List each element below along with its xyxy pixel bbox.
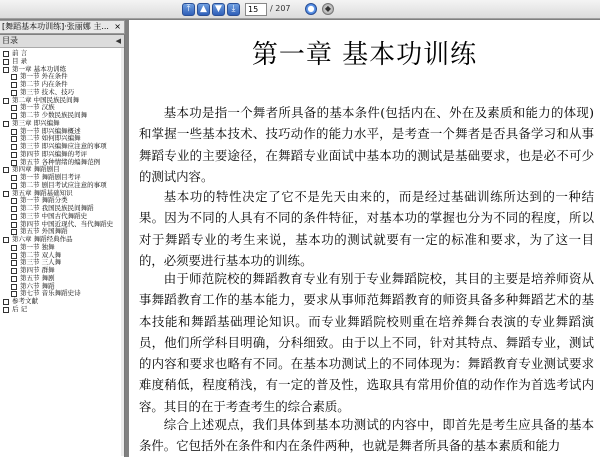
prev-page-button[interactable]: ▲ — [197, 3, 210, 16]
bookmark-icon[interactable] — [3, 299, 9, 305]
toc-item-label: 第三节 技术、技巧 — [20, 87, 75, 96]
toc-item[interactable] — [0, 236, 124, 244]
bookmark-icon[interactable] — [11, 253, 17, 259]
toc-item-label: 第一节 舞蹈剧目考评 — [20, 173, 81, 181]
toc-item-label: 第一章 基本功训练 — [12, 64, 67, 73]
collapse-sidebar-icon[interactable]: ◀ — [115, 37, 121, 45]
toc-item-label: 第四节 即兴编舞的考评 — [20, 149, 88, 158]
bookmark-icon[interactable] — [11, 90, 17, 96]
toc-item-label: 第一节 舞蹈分类 — [20, 196, 68, 205]
toc-item-label: 第六章 舞蹈经典作品 — [12, 235, 73, 243]
next-page-button[interactable]: ▼ — [212, 3, 225, 16]
toc-item-label: 第五章 舞蹈基础知识 — [12, 188, 73, 197]
toc-item-label: 第四节 中国近现代、当代舞蹈史 — [20, 219, 114, 228]
bookmark-icon[interactable] — [11, 152, 17, 158]
bookmark-icon[interactable] — [11, 175, 17, 181]
toc-item-label: 第二节 剧目考试应注意的事项 — [20, 180, 107, 189]
body-paragraph: 综合上述观点，我们具体到基本功测试的内容中，即首先是考生应具备的基本条件。它包括外在条件和内在条件两种，也就是舞者所具备的基本素质和能力 — [139, 417, 594, 454]
bookmark-icon[interactable] — [11, 105, 17, 111]
sidebar-header — [0, 35, 124, 48]
bookmark-icon[interactable] — [11, 222, 17, 228]
chapter-title: 第一章 基本功训练 — [251, 40, 478, 70]
toc-item-label: 第三节 即兴编舞应注意的事项 — [20, 142, 107, 150]
body-paragraph: 基本功是指一个舞者所具备的基本条件(包括内在、外在及素质和能力的体现)和掌握一些基本技术、技巧动作的能力水平，是考查一个舞者是否具备学习和从事舞蹈专业的主要途径，在舞蹈专业面试中基本功的测试是基础要求，也是必不可少的测试内容。 — [139, 105, 594, 184]
document-tab-title: [舞蹈基本功训练]·张丽娜 主... — [2, 22, 109, 31]
sidebar-title: 目录 — [2, 36, 18, 45]
toc-item[interactable] — [0, 259, 124, 267]
bookmark-icon[interactable] — [11, 276, 17, 282]
document-page — [129, 20, 600, 457]
bookmark-icon[interactable] — [3, 191, 9, 197]
toc-item-label: 第一节 外在条件 — [20, 72, 68, 81]
toc-item[interactable] — [0, 252, 124, 260]
toc-item-label: 第一节 汉族 — [20, 103, 55, 112]
toc-item-label: 第四章 舞蹈剧目 — [12, 165, 60, 174]
bookmark-icon[interactable] — [11, 82, 17, 88]
close-tab-icon[interactable]: × — [114, 22, 121, 31]
toc-item[interactable] — [0, 275, 124, 283]
toc-item-label: 第二节 双人舞 — [20, 250, 62, 259]
toc-item-label: 第一节 独舞 — [20, 242, 55, 251]
toc-item-label: 第七节 音乐舞蹈史诗 — [20, 289, 81, 298]
navigate-icon[interactable]: ◆ — [322, 3, 334, 15]
toc-item-label: 第五节 外国舞蹈 — [20, 227, 68, 236]
toc-item-label: 第二节 内在条件 — [20, 80, 68, 88]
bookmark-icon[interactable] — [3, 237, 9, 243]
bookmark-icon[interactable] — [3, 67, 9, 73]
toc-item-label: 第三章 即兴编舞 — [12, 118, 60, 127]
bookmark-icon[interactable] — [11, 129, 17, 135]
page-number-input[interactable]: 15 — [245, 3, 267, 16]
bookmark-icon[interactable] — [11, 214, 17, 220]
bookmark-icon[interactable] — [11, 268, 17, 274]
first-page-button[interactable]: ⤒ — [182, 3, 195, 16]
bookmark-icon[interactable] — [11, 183, 17, 189]
toc-item-label: 第二章 中国民族民间舞 — [12, 95, 80, 104]
bookmark-icon[interactable] — [11, 198, 17, 204]
toc-item-label: 第一节 即兴编舞概述 — [20, 126, 81, 135]
bookmark-icon[interactable] — [3, 167, 9, 173]
toc-item-label: 第六节 舞蹈 — [20, 281, 55, 290]
bookmark-icon[interactable] — [11, 260, 17, 266]
document-view[interactable] — [126, 20, 600, 457]
bookmark-icon[interactable] — [11, 144, 17, 150]
bookmark-icon[interactable] — [11, 245, 17, 251]
toc-item-label: 后 记 — [12, 304, 28, 313]
toc-item-label: 第二节 我国民族民间舞蹈 — [20, 204, 94, 212]
toc-item-label: 目 录 — [12, 56, 28, 65]
toc-item-label: 第二节 如何即兴编舞 — [20, 134, 81, 143]
bookmark-icon[interactable] — [3, 121, 9, 127]
table-of-contents — [0, 48, 124, 314]
toc-item-label: 第三节 中国古代舞蹈史 — [20, 211, 88, 220]
bookmark-icon[interactable] — [3, 59, 9, 65]
toc-item-label: 第五节 舞剧 — [20, 273, 55, 282]
go-icon[interactable]: ● — [305, 3, 317, 15]
page-total: / 207 — [270, 4, 291, 13]
sidebar-scrollbar[interactable] — [121, 48, 124, 456]
toc-item[interactable] — [0, 306, 124, 314]
toc-item-label: 前 言 — [12, 49, 28, 57]
toolbar — [0, 0, 600, 19]
bookmark-icon[interactable] — [11, 206, 17, 212]
document-tab[interactable] — [0, 20, 125, 34]
toc-item[interactable] — [0, 267, 124, 275]
toc-item[interactable] — [0, 97, 124, 105]
toc-item-label: 第二节 少数民族民间舞 — [20, 111, 88, 119]
bookmark-icon[interactable] — [3, 307, 9, 313]
bookmark-icon[interactable] — [3, 51, 9, 57]
bookmark-icon[interactable] — [11, 136, 17, 142]
bookmarks-sidebar — [0, 35, 125, 457]
bookmark-icon[interactable] — [11, 284, 17, 290]
toc-item-label: 参考文献 — [12, 297, 38, 305]
bookmark-icon[interactable] — [3, 98, 9, 104]
toc-item-label: 第三节 三人舞 — [20, 258, 62, 267]
toc-item[interactable] — [0, 244, 124, 252]
body-paragraph: 由于师范院校的舞蹈教育专业有别于专业舞蹈院校，其目的主要是培养师资从事舞蹈教育工作的基本能力，要求从事师范舞蹈教育的师资具备多种舞蹈艺术的基本技能和舞蹈基础理论知识。而专业舞蹈院校则重在培养舞台表演的专业舞蹈演员，他们所学科目明确，分科细致。由于以上不同，针对其特点、舞蹈专业，测试的内容和要求也略有不同。在基本功测试上的不同体现为：舞蹈教育专业测试要求难度稍低，程度稍浅，有一定的普及性，选取具有常用价值的动作作为首选考试内容。其目的在于考查考生的综合素质。 — [139, 271, 594, 414]
body-paragraph: 基本功的特性决定了它不是先天由来的，而是经过基础训练所达到的一种结果。因为不同的人具有不同的条件特征，对基本功的掌握也分为不同的程度，所以对于舞蹈专业的考生来说，基本功的测试就要有一定的标准和要求，为了这一目的，必须要进行基本功的训练。 — [139, 189, 594, 268]
last-page-button[interactable]: ⤓ — [227, 3, 240, 16]
bookmark-icon[interactable] — [11, 74, 17, 80]
toc-item-label: 第四节 群舞 — [20, 266, 55, 274]
toc-item-label: 第五节 各种情绪的编舞范例 — [20, 157, 101, 166]
